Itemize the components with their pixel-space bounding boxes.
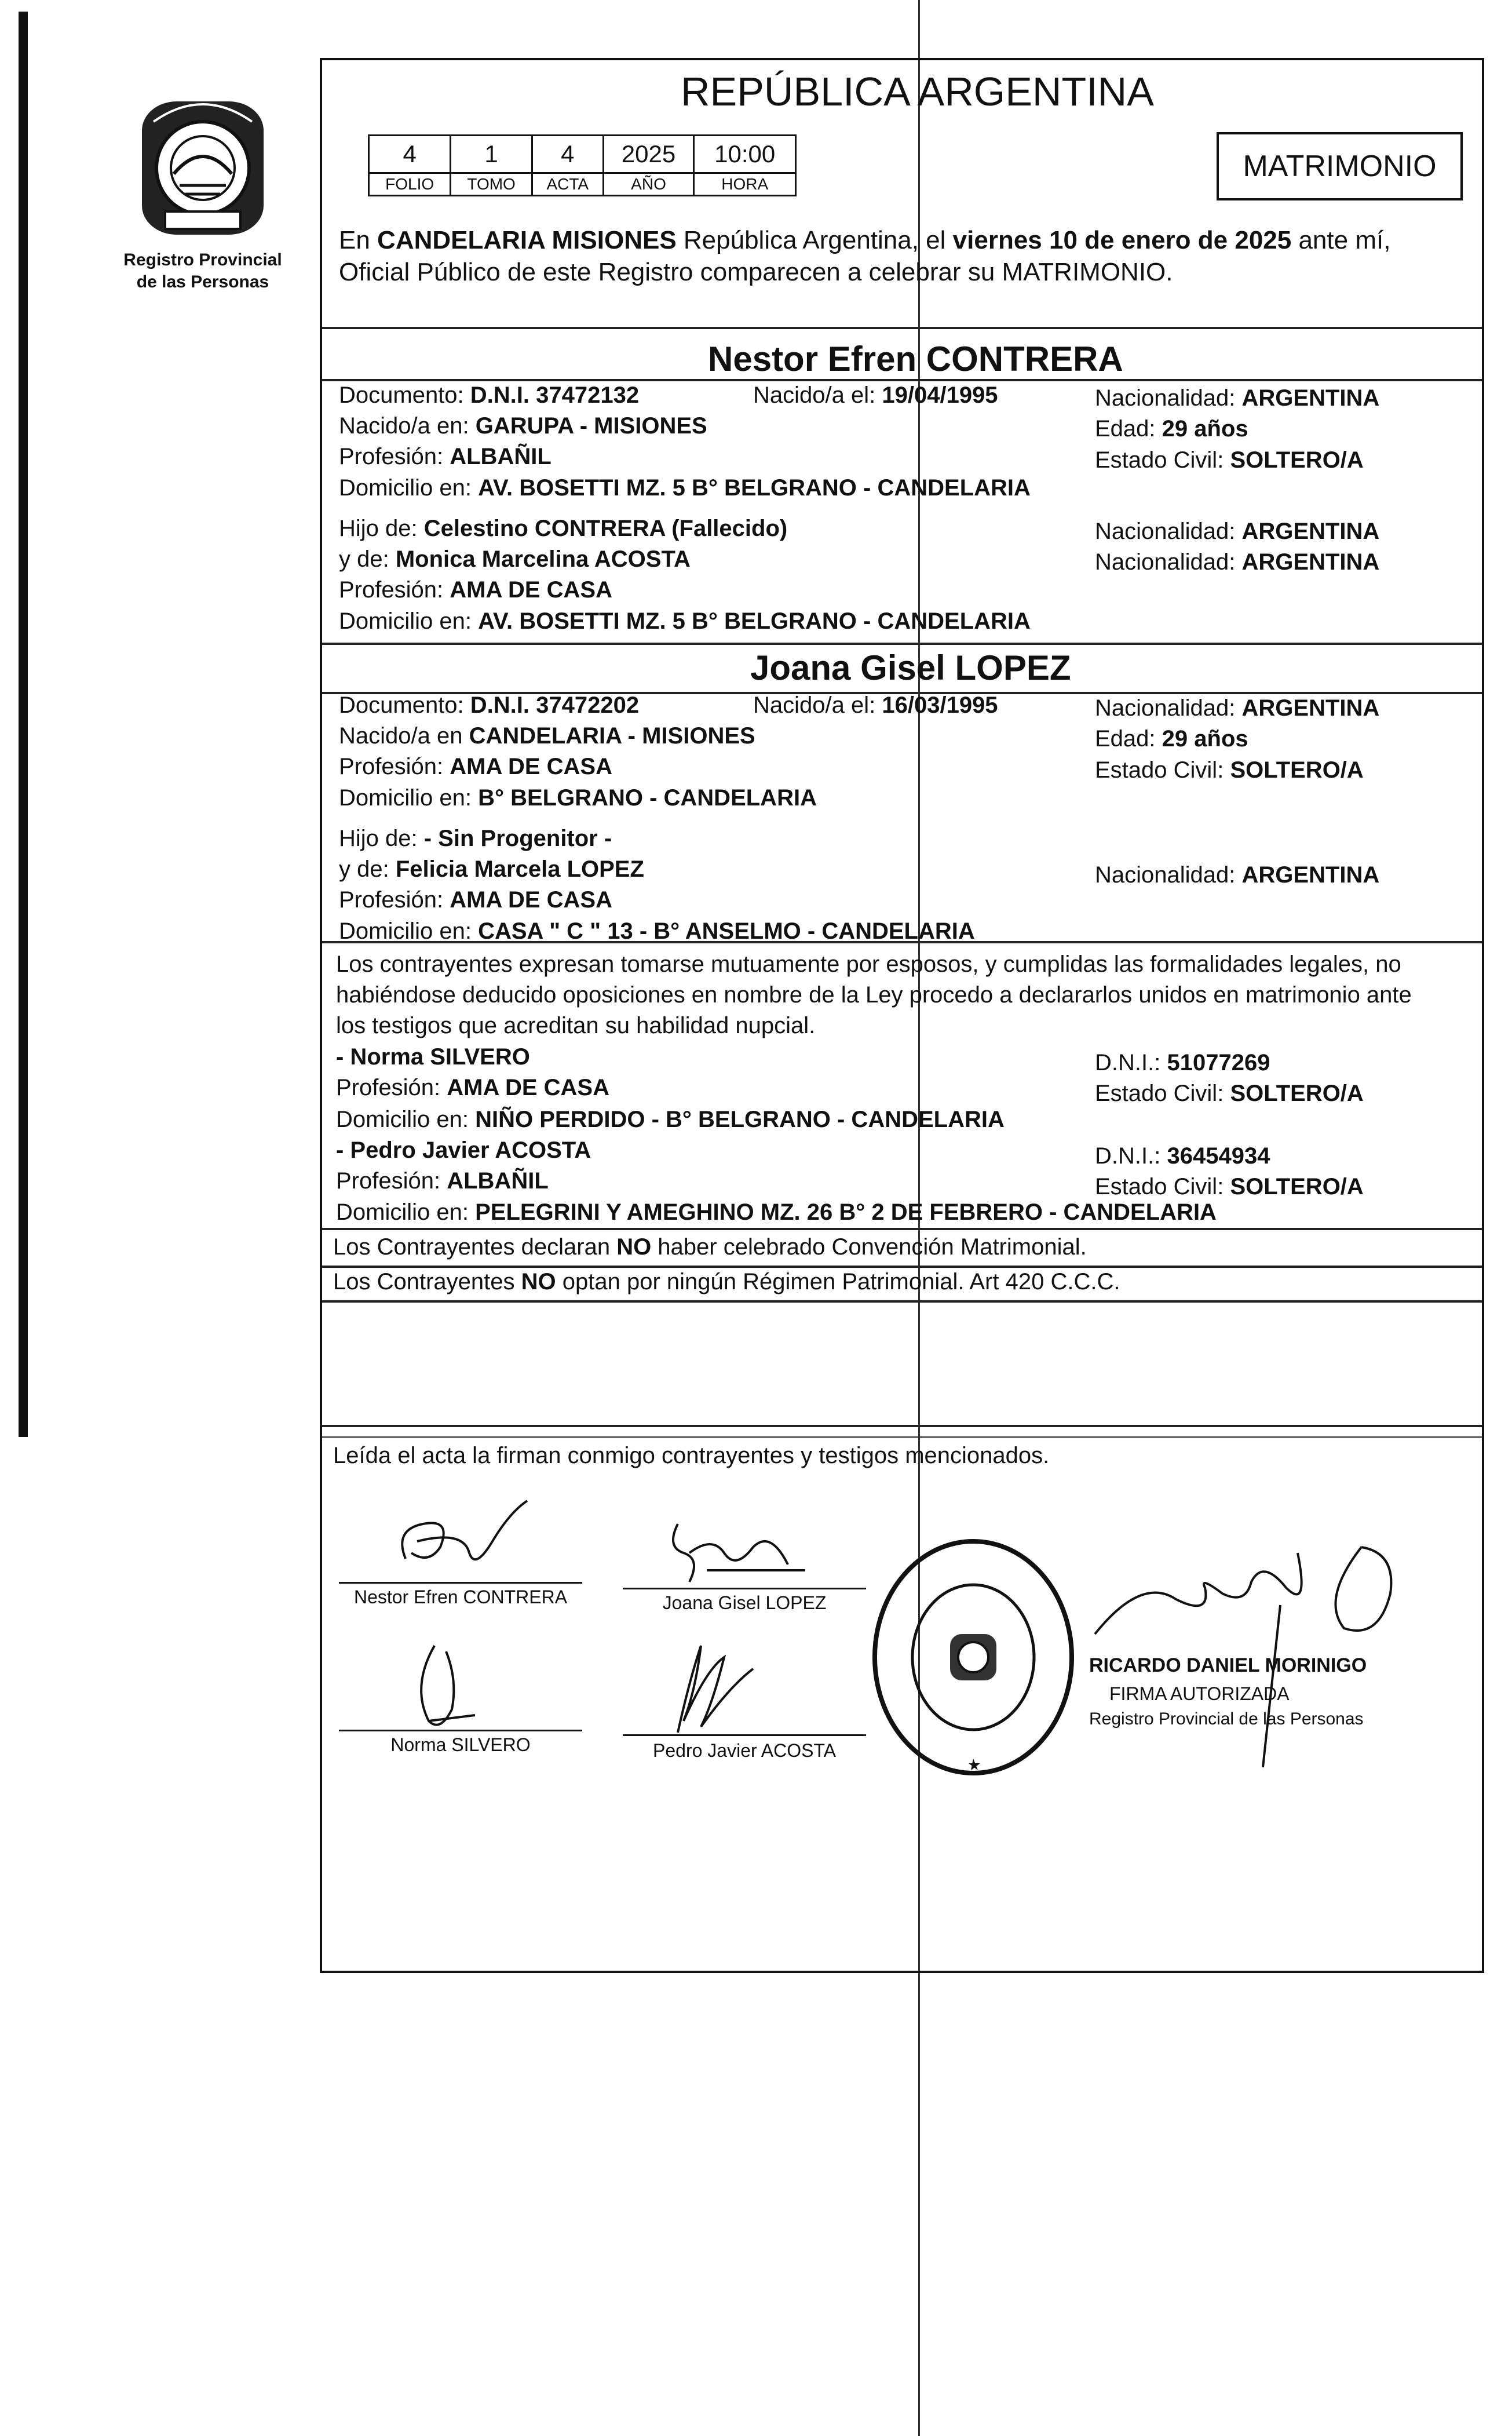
- acta-label: ACTA: [532, 173, 603, 196]
- groom-signature: [382, 1495, 533, 1582]
- anio-value: 2025: [603, 136, 694, 173]
- bride-parent-addr: Domicilio en: CASA " C " 13 - B° ANSELMO - CANDELARIA: [339, 918, 975, 944]
- bride-mother-nat: Nacionalidad: ARGENTINA: [1095, 862, 1380, 888]
- tomo-label: TOMO: [451, 173, 532, 196]
- groom-mother: y de: Monica Marcelina ACOSTA: [339, 546, 691, 572]
- intro-line-1: En CANDELARIA MISIONES República Argentina, el viernes 10 de enero de 2025 ante mí,: [339, 226, 1391, 254]
- anio-label: AÑO: [603, 173, 694, 196]
- bride-addr: Domicilio en: B° BELGRANO - CANDELARIA: [339, 785, 817, 811]
- witness2-prof: Profesión: ALBAÑIL: [336, 1168, 549, 1194]
- bride-mother: y de: Felicia Marcela LOPEZ: [339, 856, 644, 882]
- witness2-civil: Estado Civil: SOLTERO/A: [1095, 1174, 1364, 1199]
- bride-nat: Nacionalidad: ARGENTINA: [1095, 695, 1380, 721]
- registro-logo: [125, 87, 281, 249]
- groom-civil: Estado Civil: SOLTERO/A: [1095, 447, 1364, 473]
- witness2-signature-line: [623, 1734, 866, 1736]
- declaration-line-3: los testigos que acreditan su habilidad nupcial.: [336, 1013, 816, 1038]
- groom-father-nat: Nacionalidad: ARGENTINA: [1095, 519, 1380, 544]
- bride-doc: Documento: D.N.I. 37472202: [339, 692, 640, 718]
- witness1-civil: Estado Civil: SOLTERO/A: [1095, 1081, 1364, 1106]
- witness1-signature: [394, 1634, 487, 1733]
- groom-prof: Profesión: ALBAÑIL: [339, 444, 552, 469]
- hora-label: HORA: [694, 173, 796, 196]
- reference-table: [368, 134, 797, 196]
- groom-mother-nat: Nacionalidad: ARGENTINA: [1095, 549, 1380, 575]
- convention-line-1: Los Contrayentes declaran NO haber celebrado Convención Matrimonial.: [333, 1234, 1087, 1260]
- bride-age: Edad: 29 años: [1095, 726, 1248, 752]
- witness1-dni: D.N.I.: 51077269: [1095, 1050, 1270, 1075]
- groom-addr: Domicilio en: AV. BOSETTI MZ. 5 B° BELGRANO - CANDELARIA: [339, 475, 1031, 501]
- folio-value: 4: [369, 136, 451, 173]
- bride-parent-prof: Profesión: AMA DE CASA: [339, 887, 612, 913]
- groom-signature-line: [339, 1582, 582, 1584]
- officer-role: FIRMA AUTORIZADA: [1109, 1683, 1290, 1704]
- groom-parent-prof: Profesión: AMA DE CASA: [339, 577, 612, 603]
- bride-name: Joana Gisel LOPEZ: [750, 648, 1071, 687]
- witness1-addr: Domicilio en: NIÑO PERDIDO - B° BELGRANO - CANDELARIA: [336, 1107, 1005, 1132]
- closing-text: Leída el acta la firman conmigo contrayentes y testigos mencionados.: [333, 1443, 1050, 1468]
- document-title: REPÚBLICA ARGENTINA: [681, 69, 1154, 114]
- officer-name: RICARDO DANIEL MORINIGO: [1089, 1654, 1367, 1676]
- logo-caption-1: Registro Provincial: [123, 250, 282, 269]
- intro-line-2: Oficial Público de este Registro comparecen a celebrar su MATRIMONIO.: [339, 258, 1173, 286]
- bride-birthplace: Nacido/a en CANDELARIA - MISIONES: [339, 723, 755, 749]
- bride-civil: Estado Civil: SOLTERO/A: [1095, 757, 1364, 783]
- groom-born: Nacido/a el: 19/04/1995: [753, 382, 998, 408]
- groom-signature-label: Nestor Efren CONTRERA: [353, 1587, 568, 1607]
- logo-caption-2: de las Personas: [136, 272, 269, 291]
- declaration-line-1: Los contrayentes expresan tomarse mutuamente por esposos, y cumplidas las formalidades legales, no: [336, 951, 1401, 977]
- declaration-line-2: habiéndose deducido oposiciones en nombre de la Ley procedo a declararlos unidos en matrimonio ante: [336, 982, 1412, 1008]
- official-stamp: [869, 1536, 1078, 1779]
- bride-signature-label: Joana Gisel LOPEZ: [662, 1592, 827, 1613]
- hora-value: 10:00: [694, 136, 796, 173]
- bride-signature-line: [623, 1588, 866, 1589]
- witness2-name: - Pedro Javier ACOSTA: [336, 1137, 591, 1163]
- groom-birthplace: Nacido/a en: GARUPA - MISIONES: [339, 413, 707, 439]
- bride-prof: Profesión: AMA DE CASA: [339, 754, 612, 779]
- witness2-signature: [643, 1634, 759, 1738]
- officer-office: Registro Provincial de las Personas: [1089, 1709, 1364, 1728]
- act-type-box: MATRIMONIO: [1217, 132, 1463, 200]
- officer-signature: [1089, 1530, 1414, 1773]
- bride-father: Hijo de: - Sin Progenitor -: [339, 826, 612, 851]
- groom-age: Edad: 29 años: [1095, 416, 1248, 442]
- groom-name: Nestor Efren CONTRERA: [708, 340, 1123, 378]
- witness1-signature-line: [339, 1730, 582, 1731]
- groom-nat: Nacionalidad: ARGENTINA: [1095, 385, 1380, 411]
- acta-value: 4: [532, 136, 603, 173]
- tomo-value: 1: [451, 136, 532, 173]
- witness1-prof: Profesión: AMA DE CASA: [336, 1075, 609, 1100]
- witness2-dni: D.N.I.: 36454934: [1095, 1143, 1270, 1169]
- bride-born: Nacido/a el: 16/03/1995: [753, 692, 998, 718]
- witness1-name: - Norma SILVERO: [336, 1044, 530, 1070]
- groom-father: Hijo de: Celestino CONTRERA (Fallecido): [339, 516, 788, 541]
- witness1-signature-label: Norma SILVERO: [390, 1734, 531, 1755]
- convention-line-2: Los Contrayentes NO optan por ningún Régimen Patrimonial. Art 420 C.C.C.: [333, 1269, 1120, 1294]
- bride-signature: [637, 1512, 811, 1599]
- witness2-addr: Domicilio en: PELEGRINI Y AMEGHINO MZ. 26 B° 2 DE FEBRERO - CANDELARIA: [336, 1199, 1217, 1225]
- groom-doc: Documento: D.N.I. 37472132: [339, 382, 640, 408]
- stamp-ring-text: [869, 1790, 890, 1791]
- groom-parent-addr: Domicilio en: AV. BOSETTI MZ. 5 B° BELGRANO - CANDELARIA: [339, 608, 1031, 634]
- witness2-signature-label: Pedro Javier ACOSTA: [653, 1740, 836, 1761]
- folio-label: FOLIO: [369, 173, 451, 196]
- scan-edge-bar: [19, 12, 28, 1437]
